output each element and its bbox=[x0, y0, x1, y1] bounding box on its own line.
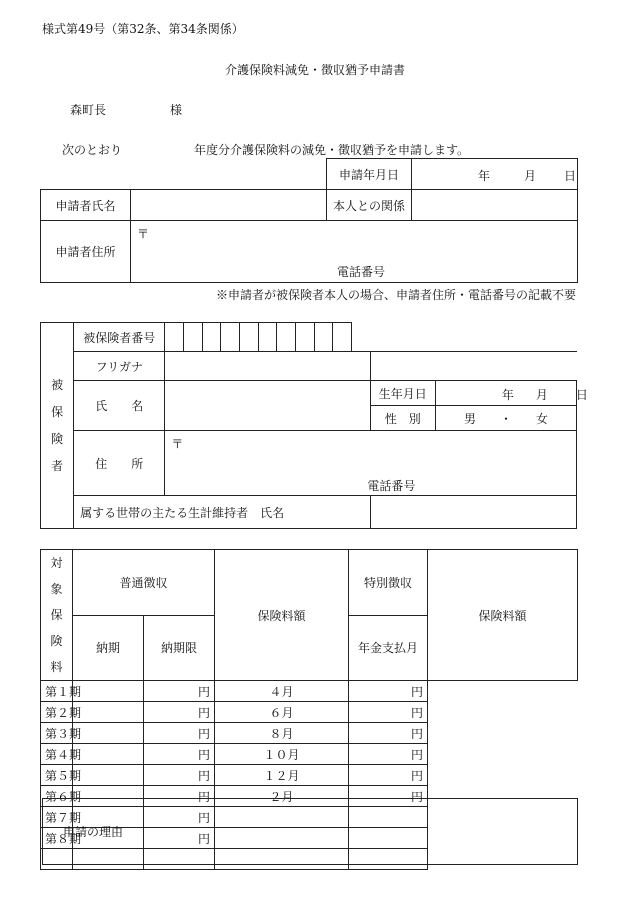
pension-month-cell: １２月 bbox=[215, 765, 349, 786]
insured-number-box-2[interactable] bbox=[184, 323, 203, 352]
birth-month-unit: 月 bbox=[535, 388, 548, 402]
honorific: 様 bbox=[170, 103, 183, 117]
insured-side-char: 者 bbox=[51, 458, 64, 473]
insured-number-box-8[interactable] bbox=[295, 323, 314, 352]
period-cell: 第７期 bbox=[41, 807, 73, 828]
premium-row bbox=[41, 765, 578, 786]
special-collection-header: 特別徴収 bbox=[349, 550, 428, 616]
special-amount-cell[interactable]: 円 bbox=[349, 702, 428, 723]
form-title: 介護保険料減免・徴収猶予申請書 bbox=[224, 63, 405, 77]
form-number: 様式第49号（第32条、第34条関係） bbox=[42, 22, 244, 36]
pension-month-cell: １０月 bbox=[215, 744, 349, 765]
special-amount-cell[interactable]: 円 bbox=[349, 786, 428, 807]
premium-row bbox=[41, 681, 578, 702]
insured-number-box-7[interactable] bbox=[277, 323, 296, 352]
pension-month-cell: ６月 bbox=[215, 702, 349, 723]
premium-side-char: 料 bbox=[50, 660, 63, 674]
insured-number-box-10[interactable] bbox=[333, 323, 352, 352]
special-amount-cell[interactable]: 円 bbox=[349, 744, 428, 765]
applicant-note: ※申請者が被保険者本人の場合、申請者住所・電話番号の記載不要 bbox=[216, 288, 577, 302]
period-cell: 第５期 bbox=[41, 765, 73, 786]
lead-prefix: 次のとおり bbox=[62, 143, 123, 157]
normal-amount-cell[interactable]: 円 bbox=[144, 828, 215, 849]
period-cell: 第６期 bbox=[41, 786, 73, 807]
sex-options[interactable]: 男 ・ 女 bbox=[435, 406, 576, 431]
applicant-address-field[interactable] bbox=[131, 221, 578, 283]
period-cell: 第２期 bbox=[41, 702, 73, 723]
normal-amount-header: 保険料額 bbox=[215, 550, 349, 681]
birth-date-label: 生年月日 bbox=[370, 381, 435, 406]
insured-address-field[interactable] bbox=[165, 431, 577, 496]
normal-amount-cell[interactable]: 円 bbox=[144, 723, 215, 744]
period-cell: 第３期 bbox=[41, 723, 73, 744]
insured-number-box-4[interactable] bbox=[221, 323, 240, 352]
household-head-name-field[interactable] bbox=[370, 496, 576, 529]
applicant-postal-mark: 〒 bbox=[137, 227, 150, 241]
reason-field[interactable] bbox=[144, 799, 578, 865]
insured-name-label: 氏 名 bbox=[74, 381, 165, 431]
normal-amount-cell[interactable]: 円 bbox=[144, 744, 215, 765]
applicant-phone-label: 電話番号 bbox=[337, 265, 386, 279]
insured-table bbox=[40, 322, 588, 529]
normal-amount-cell[interactable]: 円 bbox=[144, 765, 215, 786]
deadline-header: 納期限 bbox=[144, 615, 215, 681]
birth-year-unit: 年 bbox=[501, 388, 514, 402]
normal-collection-header: 普通徴収 bbox=[73, 550, 215, 616]
period-cell: 第４期 bbox=[41, 744, 73, 765]
premium-row bbox=[41, 702, 578, 723]
sex-label: 性 別 bbox=[370, 406, 435, 431]
premium-side-char: 対 bbox=[50, 556, 63, 570]
normal-amount-cell[interactable]: 円 bbox=[144, 786, 215, 807]
date-year-unit: 年 bbox=[478, 169, 491, 183]
applicant-table bbox=[40, 158, 578, 283]
application-date-label: 申請年月日 bbox=[327, 159, 412, 190]
furigana-label: フリガナ bbox=[74, 352, 165, 381]
special-amount-cell[interactable]: 円 bbox=[349, 723, 428, 744]
insured-side-char: 被 bbox=[51, 377, 64, 392]
pension-month-cell: ８月 bbox=[215, 723, 349, 744]
insured-postal-mark: 〒 bbox=[171, 437, 184, 451]
date-day-unit: 日 bbox=[564, 169, 577, 183]
pension-month-cell: ２月 bbox=[215, 786, 349, 807]
insured-number-box-6[interactable] bbox=[258, 323, 277, 352]
applicant-name-field[interactable] bbox=[131, 190, 327, 221]
deadline-cell[interactable] bbox=[73, 744, 144, 765]
premium-row bbox=[41, 723, 578, 744]
insured-address-label: 住 所 bbox=[74, 431, 165, 496]
premium-side-label bbox=[41, 550, 73, 681]
deadline-cell[interactable] bbox=[73, 681, 144, 702]
date-month-unit: 月 bbox=[524, 169, 537, 183]
premium-side-char: 険 bbox=[50, 634, 63, 648]
deadline-cell[interactable] bbox=[73, 765, 144, 786]
insured-number-box-9[interactable] bbox=[314, 323, 333, 352]
pension-month-cell: ４月 bbox=[215, 681, 349, 702]
insured-number-box-3[interactable] bbox=[202, 323, 221, 352]
relation-label: 本人との関係 bbox=[327, 190, 412, 221]
normal-amount-cell[interactable]: 円 bbox=[144, 681, 215, 702]
insured-phone-label: 電話番号 bbox=[367, 479, 416, 493]
insured-number-box-1[interactable] bbox=[165, 323, 184, 352]
deadline-cell[interactable] bbox=[73, 702, 144, 723]
special-amount-cell[interactable]: 円 bbox=[349, 681, 428, 702]
relation-field[interactable] bbox=[412, 190, 578, 221]
birth-day-unit: 日 bbox=[575, 388, 588, 402]
insured-number-label: 被保険者番号 bbox=[74, 323, 165, 352]
premium-side-char: 保 bbox=[50, 608, 63, 622]
period-header: 納期 bbox=[73, 615, 144, 681]
lead-text: 年度分介護保険料の減免・徴収猶予を申請します。 bbox=[194, 143, 470, 157]
insured-side-label bbox=[41, 323, 74, 529]
birth-date-field[interactable] bbox=[435, 381, 588, 406]
addressee: 森町長 bbox=[70, 103, 107, 117]
applicant-name-label: 申請者氏名 bbox=[41, 190, 131, 221]
period-cell: 第１期 bbox=[41, 681, 73, 702]
special-amount-header: 保険料額 bbox=[428, 550, 578, 681]
special-amount-cell[interactable]: 円 bbox=[349, 765, 428, 786]
premium-side-char: 象 bbox=[50, 582, 63, 596]
reason-table bbox=[42, 798, 578, 865]
household-head-label: 属する世帯の主たる生計維持者 氏名 bbox=[74, 496, 370, 529]
deadline-cell[interactable] bbox=[73, 723, 144, 744]
premium-row bbox=[41, 744, 578, 765]
pension-month-header: 年金支払月 bbox=[349, 615, 428, 681]
normal-amount-cell[interactable]: 円 bbox=[144, 807, 215, 828]
insured-name-field[interactable] bbox=[165, 381, 370, 431]
reason-label: 申請の理由 bbox=[43, 799, 144, 865]
period-cell: 第８期 bbox=[41, 828, 73, 849]
application-date-field[interactable] bbox=[412, 159, 578, 190]
insured-side-char: 保 bbox=[51, 404, 64, 419]
insured-side-char: 険 bbox=[51, 431, 64, 446]
applicant-address-label: 申請者住所 bbox=[41, 221, 131, 283]
insured-number-box-5[interactable] bbox=[240, 323, 259, 352]
normal-amount-cell[interactable]: 円 bbox=[144, 702, 215, 723]
furigana-field[interactable] bbox=[165, 352, 370, 381]
